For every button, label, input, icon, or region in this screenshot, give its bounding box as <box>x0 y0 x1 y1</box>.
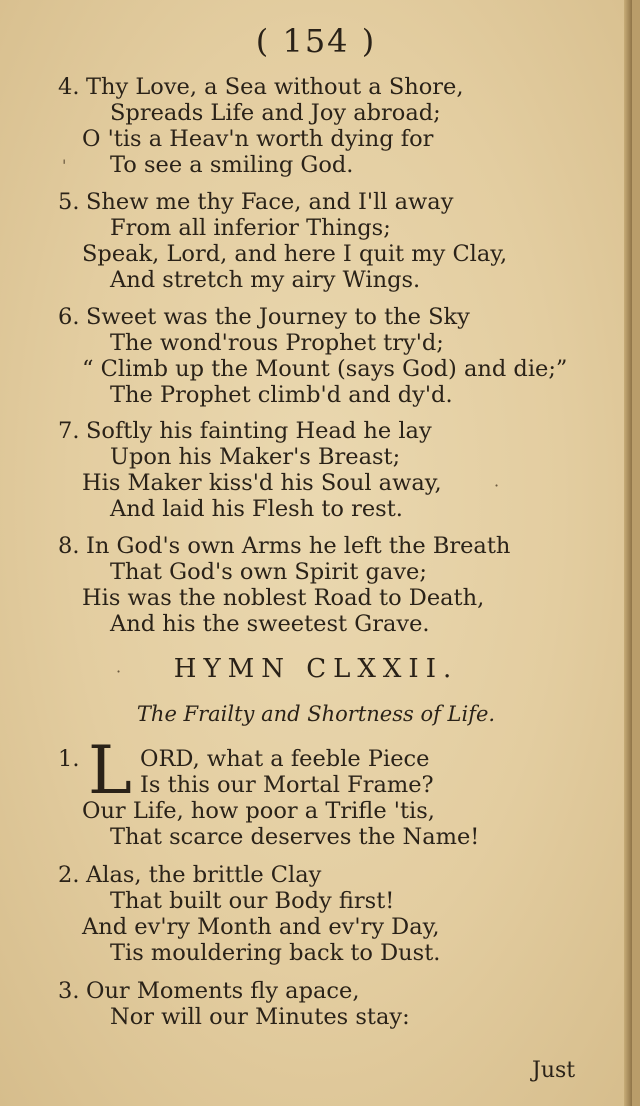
stanza-3-line-2: Nor will our Minutes stay: <box>110 1004 410 1030</box>
stanza-6-line-4: The Prophet climb'd and dy'd. <box>110 382 453 408</box>
stanza-4-line-1: 4. Thy Love, a Sea without a Shore, <box>58 74 464 100</box>
stanza-7-line-1: 7. Softly his fainting Head he lay <box>58 418 432 444</box>
stanza-number: 6. <box>58 304 80 330</box>
stanza-7-line-2: Upon his Maker's Breast; <box>110 444 401 470</box>
stanza-number: 2. <box>58 862 80 888</box>
hymn-subtitle: The Frailty and Shortness of Life. <box>136 702 496 726</box>
stanza-6-line-1: 6. Sweet was the Journey to the Sky <box>58 304 470 330</box>
stanza-1-number: 1. <box>58 746 80 772</box>
hymn-title: HYMN CLXXII. <box>173 654 459 684</box>
stanza-1-line-3: Our Life, how poor a Trifle 'tis, <box>82 798 435 824</box>
stanza-6-line-3: “ Climb up the Mount (says God) and die;” <box>82 356 568 382</box>
stanza-3-line-1: 3. Our Moments fly apace, <box>58 978 360 1004</box>
page-edge <box>624 0 632 1106</box>
ink-mark: · <box>494 476 500 495</box>
stanza-1-line-4: That scarce deserves the Name! <box>110 824 480 850</box>
ink-mark: · <box>116 662 122 681</box>
stanza-5-line-3: Speak, Lord, and here I quit my Clay, <box>82 241 508 267</box>
page-number: ( 154 ) <box>255 22 377 60</box>
stanza-2-line-1: 2. Alas, the brittle Clay <box>58 862 322 888</box>
stanza-number: 8. <box>58 533 80 559</box>
stanza-8-line-2: That God's own Spirit gave; <box>110 559 427 585</box>
stanza-4-line-2: Spreads Life and Joy abroad; <box>110 100 441 126</box>
stanza-5-line-1: 5. Shew me thy Face, and I'll away <box>58 189 454 215</box>
stanza-number: 5. <box>58 189 80 215</box>
stanza-2-line-2: That built our Body first! <box>110 888 395 914</box>
stanza-7-line-3: His Maker kiss'd his Soul away, <box>82 470 442 496</box>
stanza-7-line-4: And laid his Flesh to rest. <box>110 496 403 522</box>
stanza-6-line-2: The wond'rous Prophet try'd; <box>110 330 444 356</box>
stanza-5-line-4: And stretch my airy Wings. <box>110 267 421 293</box>
stanza-8-line-4: And his the sweetest Grave. <box>110 611 430 637</box>
stanza-5-line-2: From all inferior Things; <box>110 215 391 241</box>
stanza-1-line-1: ORD, what a feeble Piece <box>140 746 430 772</box>
stanza-4-line-3: O 'tis a Heav'n worth dying for <box>82 126 434 152</box>
drop-cap: L <box>88 732 132 809</box>
stanza-number: 7. <box>58 418 80 444</box>
stanza-8-line-3: His was the noblest Road to Death, <box>82 585 485 611</box>
stanza-2-line-3: And ev'ry Month and ev'ry Day, <box>82 914 440 940</box>
ink-mark: ' <box>62 156 67 175</box>
stanza-number: 4. <box>58 74 80 100</box>
stanza-2-line-4: Tis mouldering back to Dust. <box>110 940 441 966</box>
stanza-4-line-4: To see a smiling God. <box>110 152 354 178</box>
stanza-8-line-1: 8. In God's own Arms he left the Breath <box>58 533 511 559</box>
stanza-number: 3. <box>58 978 80 1004</box>
stanza-1-line-2: Is this our Mortal Frame? <box>140 772 434 798</box>
catchword: Just <box>532 1058 576 1083</box>
